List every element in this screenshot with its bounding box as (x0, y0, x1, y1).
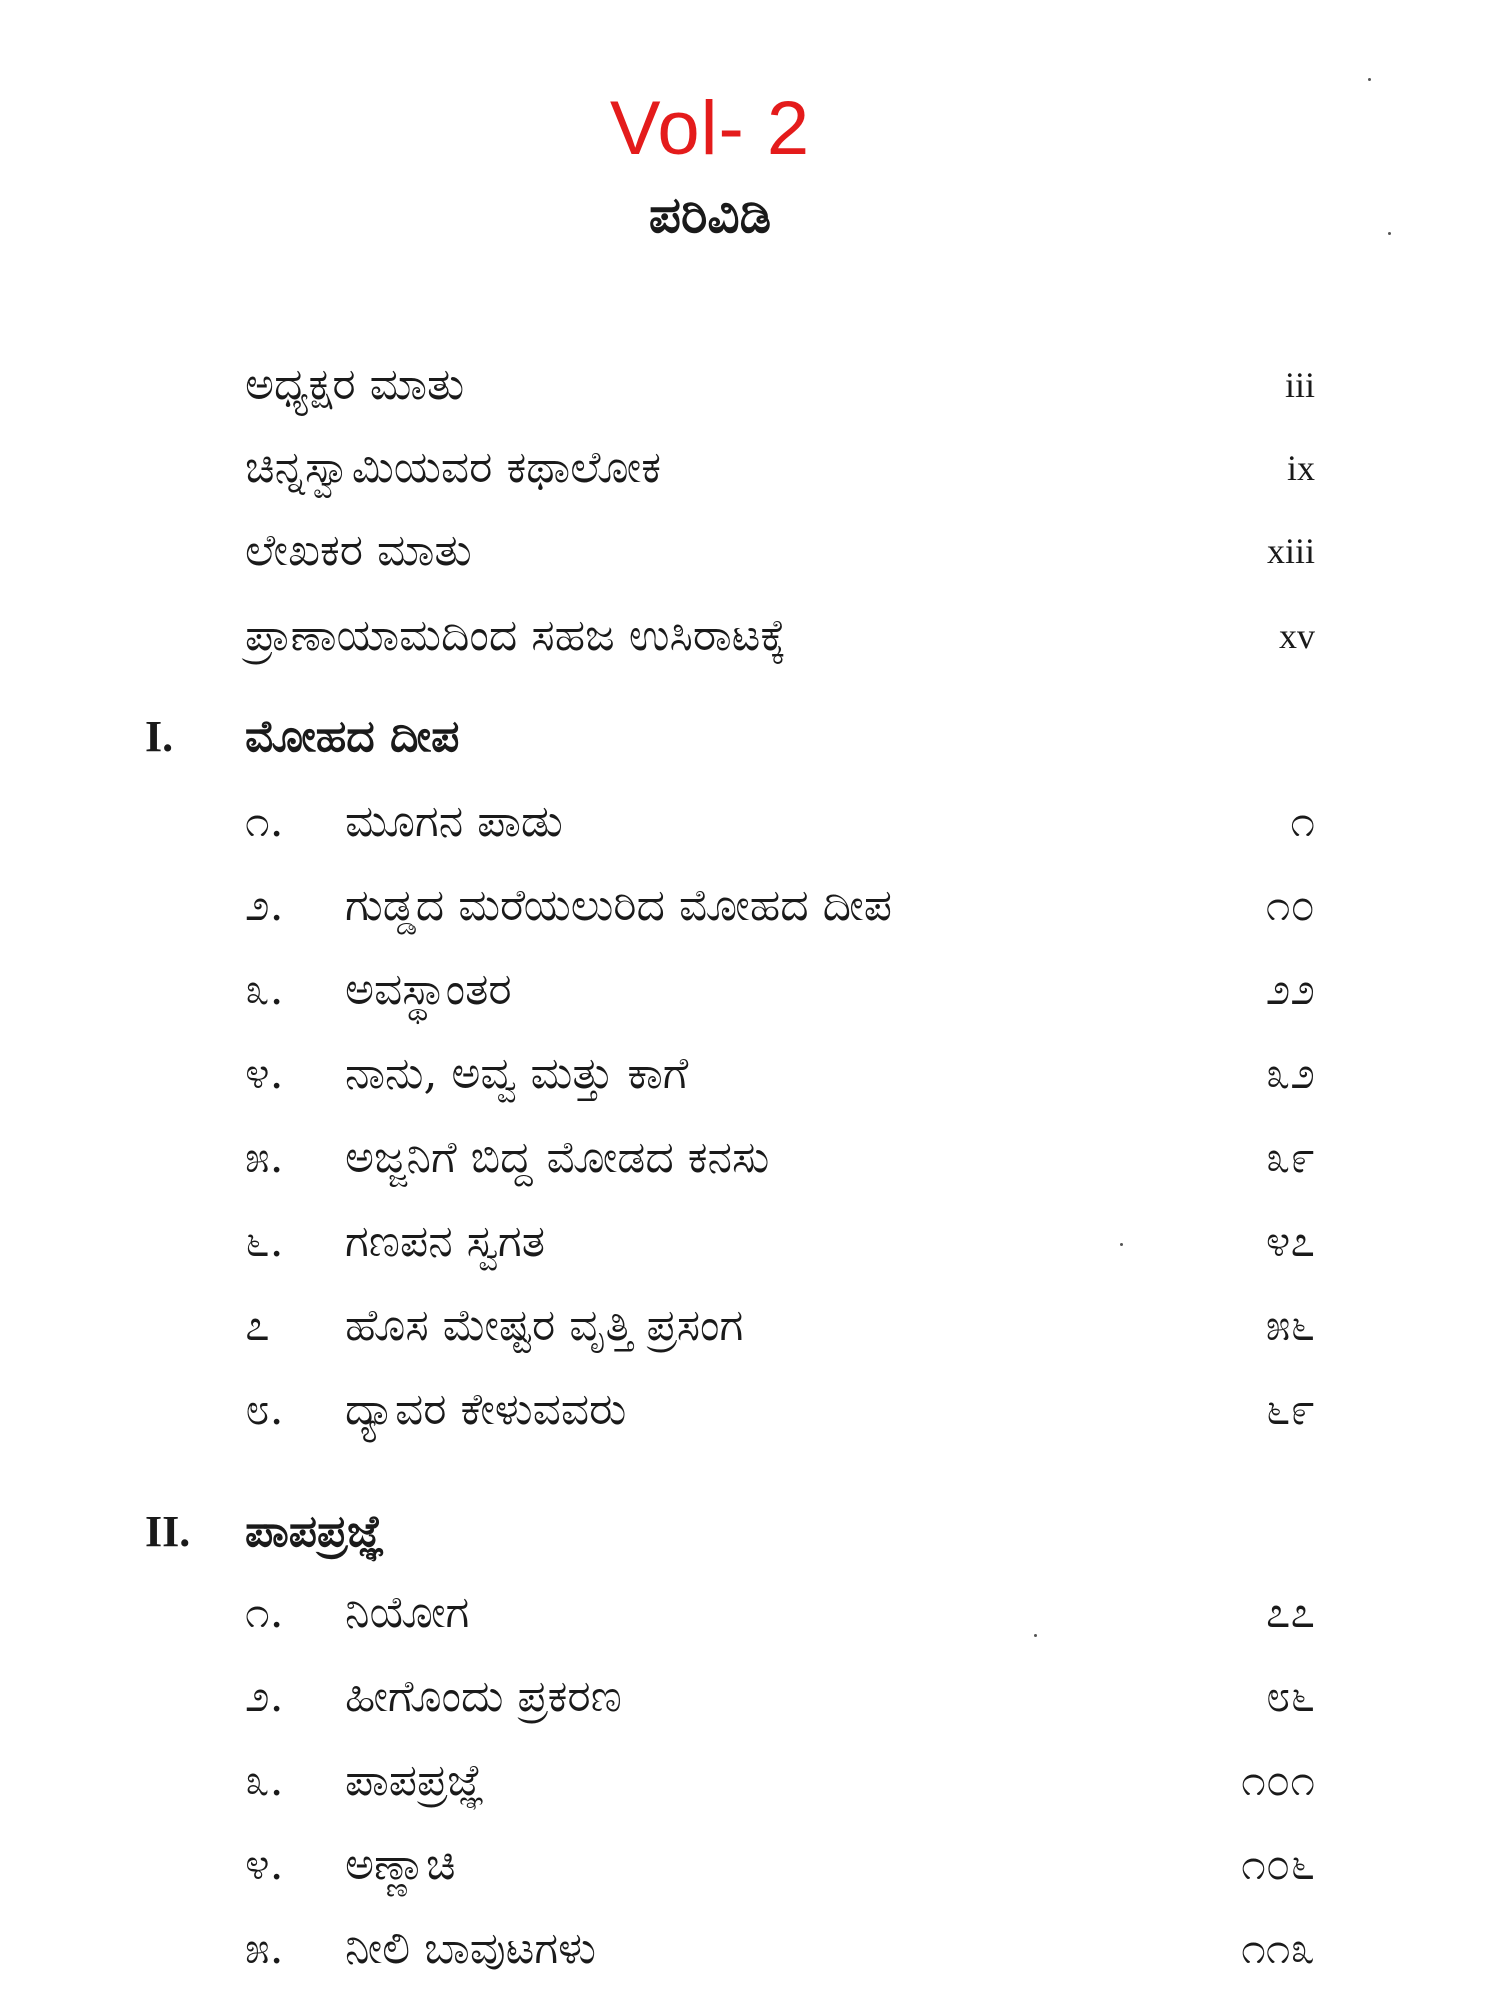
toc-entry-page: ೨೨ (1265, 964, 1315, 1015)
scan-speck (1388, 232, 1391, 235)
toc-entry-page: ೮೬ (1265, 1671, 1315, 1722)
toc-entry-number: ೪. (245, 1048, 284, 1099)
toc-entry-number: ೩. (245, 964, 284, 1015)
toc-entry[interactable] (0, 1746, 1500, 1816)
scan-speck (1120, 1243, 1123, 1246)
toc-entry-number: ೪. (245, 1839, 284, 1890)
toc-entry[interactable] (0, 1123, 1500, 1193)
toc-entry-number: ೫. (245, 1923, 284, 1974)
toc-entry-title: ಮೂಗನ ಪಾಡು (345, 796, 563, 847)
toc-entry-title: ಪ್ರಾಣಾಯಾಮದಿಂದ ಸಹಜ ಉಸಿರಾಟಕ್ಕೆ (245, 610, 787, 661)
toc-entry-page: ೧೦ (1265, 880, 1315, 931)
toc-entry-number: ೧. (245, 796, 284, 847)
toc-entry-number: ೫. (245, 1132, 284, 1183)
toc-entry-page: ೧೧೩ (1241, 1923, 1315, 1974)
toc-entry-page: xv (1279, 616, 1315, 656)
toc-entry-number: ೧. (245, 1587, 284, 1638)
toc-entry-title: ದ್ಯಾವರ ಕೇಳುವವರು (345, 1384, 627, 1435)
volume-label: Vol- 2 (609, 86, 811, 171)
toc-entry-page: ೬೯ (1265, 1384, 1315, 1435)
toc-entry-number: ೨. (245, 1671, 284, 1722)
part-numeral: II. (145, 1507, 191, 1556)
toc-entry[interactable] (0, 1207, 1500, 1277)
toc-entry-title: ಲೇಖಕರ ಮಾತು (245, 525, 472, 576)
toc-entry-title: ನಾನು, ಅವ್ವ ಮತ್ತು ಕಾಗೆ (345, 1048, 689, 1099)
toc-entry-page: ೫೬ (1265, 1300, 1315, 1351)
toc-entry-page: ೪೭ (1265, 1216, 1315, 1267)
toc-entry-page: ix (1286, 448, 1315, 488)
part-title: ಪಾಪಪ್ರಜ್ಞೆ (245, 1506, 385, 1557)
part-title: ಮೋಹದ ದೀಪ (245, 711, 460, 762)
toc-entry[interactable] (0, 871, 1500, 941)
toc-entry-number: ೮. (245, 1384, 284, 1435)
toc-entry-title: ನಿಯೋಗ (345, 1587, 470, 1638)
toc-entry-title: ನೀಲಿ ಬಾವುಟಗಳು (345, 1923, 597, 1974)
toc-entry-title: ಅಣ್ಣಾಚಿ (345, 1839, 456, 1890)
toc-entry-page: ೩೯ (1265, 1132, 1315, 1183)
toc-entry-title: ಗಣಪನ ಸ್ವಗತ (345, 1216, 546, 1267)
toc-entry-page: xiii (1266, 531, 1315, 571)
toc-entry-title: ಹೊಸ ಮೇಷ್ಟರ ವೃತ್ತಿ ಪ್ರಸಂಗ (345, 1300, 744, 1351)
toc-entry[interactable] (0, 1662, 1500, 1732)
toc-entry[interactable] (0, 1578, 1500, 1648)
part-numeral: I. (145, 712, 174, 761)
toc-entry-title: ಅಜ್ಜನಿಗೆ ಬಿದ್ದ ಮೋಡದ ಕನಸು (345, 1132, 770, 1183)
toc-entry-number: ೨. (245, 880, 284, 931)
part-heading[interactable] (0, 1497, 1500, 1567)
toc-entry[interactable] (0, 1914, 1500, 1984)
toc-entry-title: ಪಾಪಪ್ರಜ್ಞೆ (345, 1755, 485, 1806)
toc-entry-title: ಚಿನ್ನಸ್ವಾಮಿಯವರ ಕಥಾಲೋಕ (245, 442, 662, 493)
toc-entry[interactable] (0, 516, 1500, 586)
toc-entry-title: ಗುಡ್ಡದ ಮರೆಯಲುರಿದ ಮೋಹದ ದೀಪ (345, 880, 892, 931)
toc-entry-title: ಅವಸ್ಥಾಂತರ (345, 964, 512, 1015)
toc-entry[interactable] (0, 601, 1500, 671)
toc-entry[interactable] (0, 1375, 1500, 1445)
toc-entry[interactable] (0, 350, 1500, 420)
toc-entry[interactable] (0, 787, 1500, 857)
toc-entry-page: ೭೭ (1265, 1587, 1315, 1638)
toc-entry-page: ೧೦೧ (1241, 1755, 1315, 1806)
toc-entry-number: ೬. (245, 1216, 284, 1267)
toc-entry[interactable] (0, 1291, 1500, 1361)
scan-speck (1368, 78, 1371, 81)
toc-entry[interactable] (0, 1039, 1500, 1109)
part-heading[interactable] (0, 702, 1500, 772)
toc-entry-page: ೩೨ (1265, 1048, 1315, 1099)
toc-entry-page: iii (1284, 365, 1315, 405)
scan-speck (1034, 1634, 1037, 1637)
toc-entry-number: ೭ (245, 1300, 270, 1351)
toc-entry-number: ೩. (245, 1755, 284, 1806)
toc-entry-title: ಹೀಗೊಂದು ಪ್ರಕರಣ (345, 1671, 622, 1722)
toc-entry[interactable] (0, 1830, 1500, 1900)
toc-entry-page: ೧ (1290, 796, 1315, 847)
toc-entry-title: ಅಧ್ಯಕ್ಷರ ಮಾತು (245, 359, 465, 410)
toc-entry[interactable] (0, 433, 1500, 503)
page-title: ಪರಿವಿಡಿ (648, 185, 772, 244)
toc-entry-page: ೧೦೬ (1241, 1839, 1315, 1890)
toc-entry[interactable] (0, 955, 1500, 1025)
